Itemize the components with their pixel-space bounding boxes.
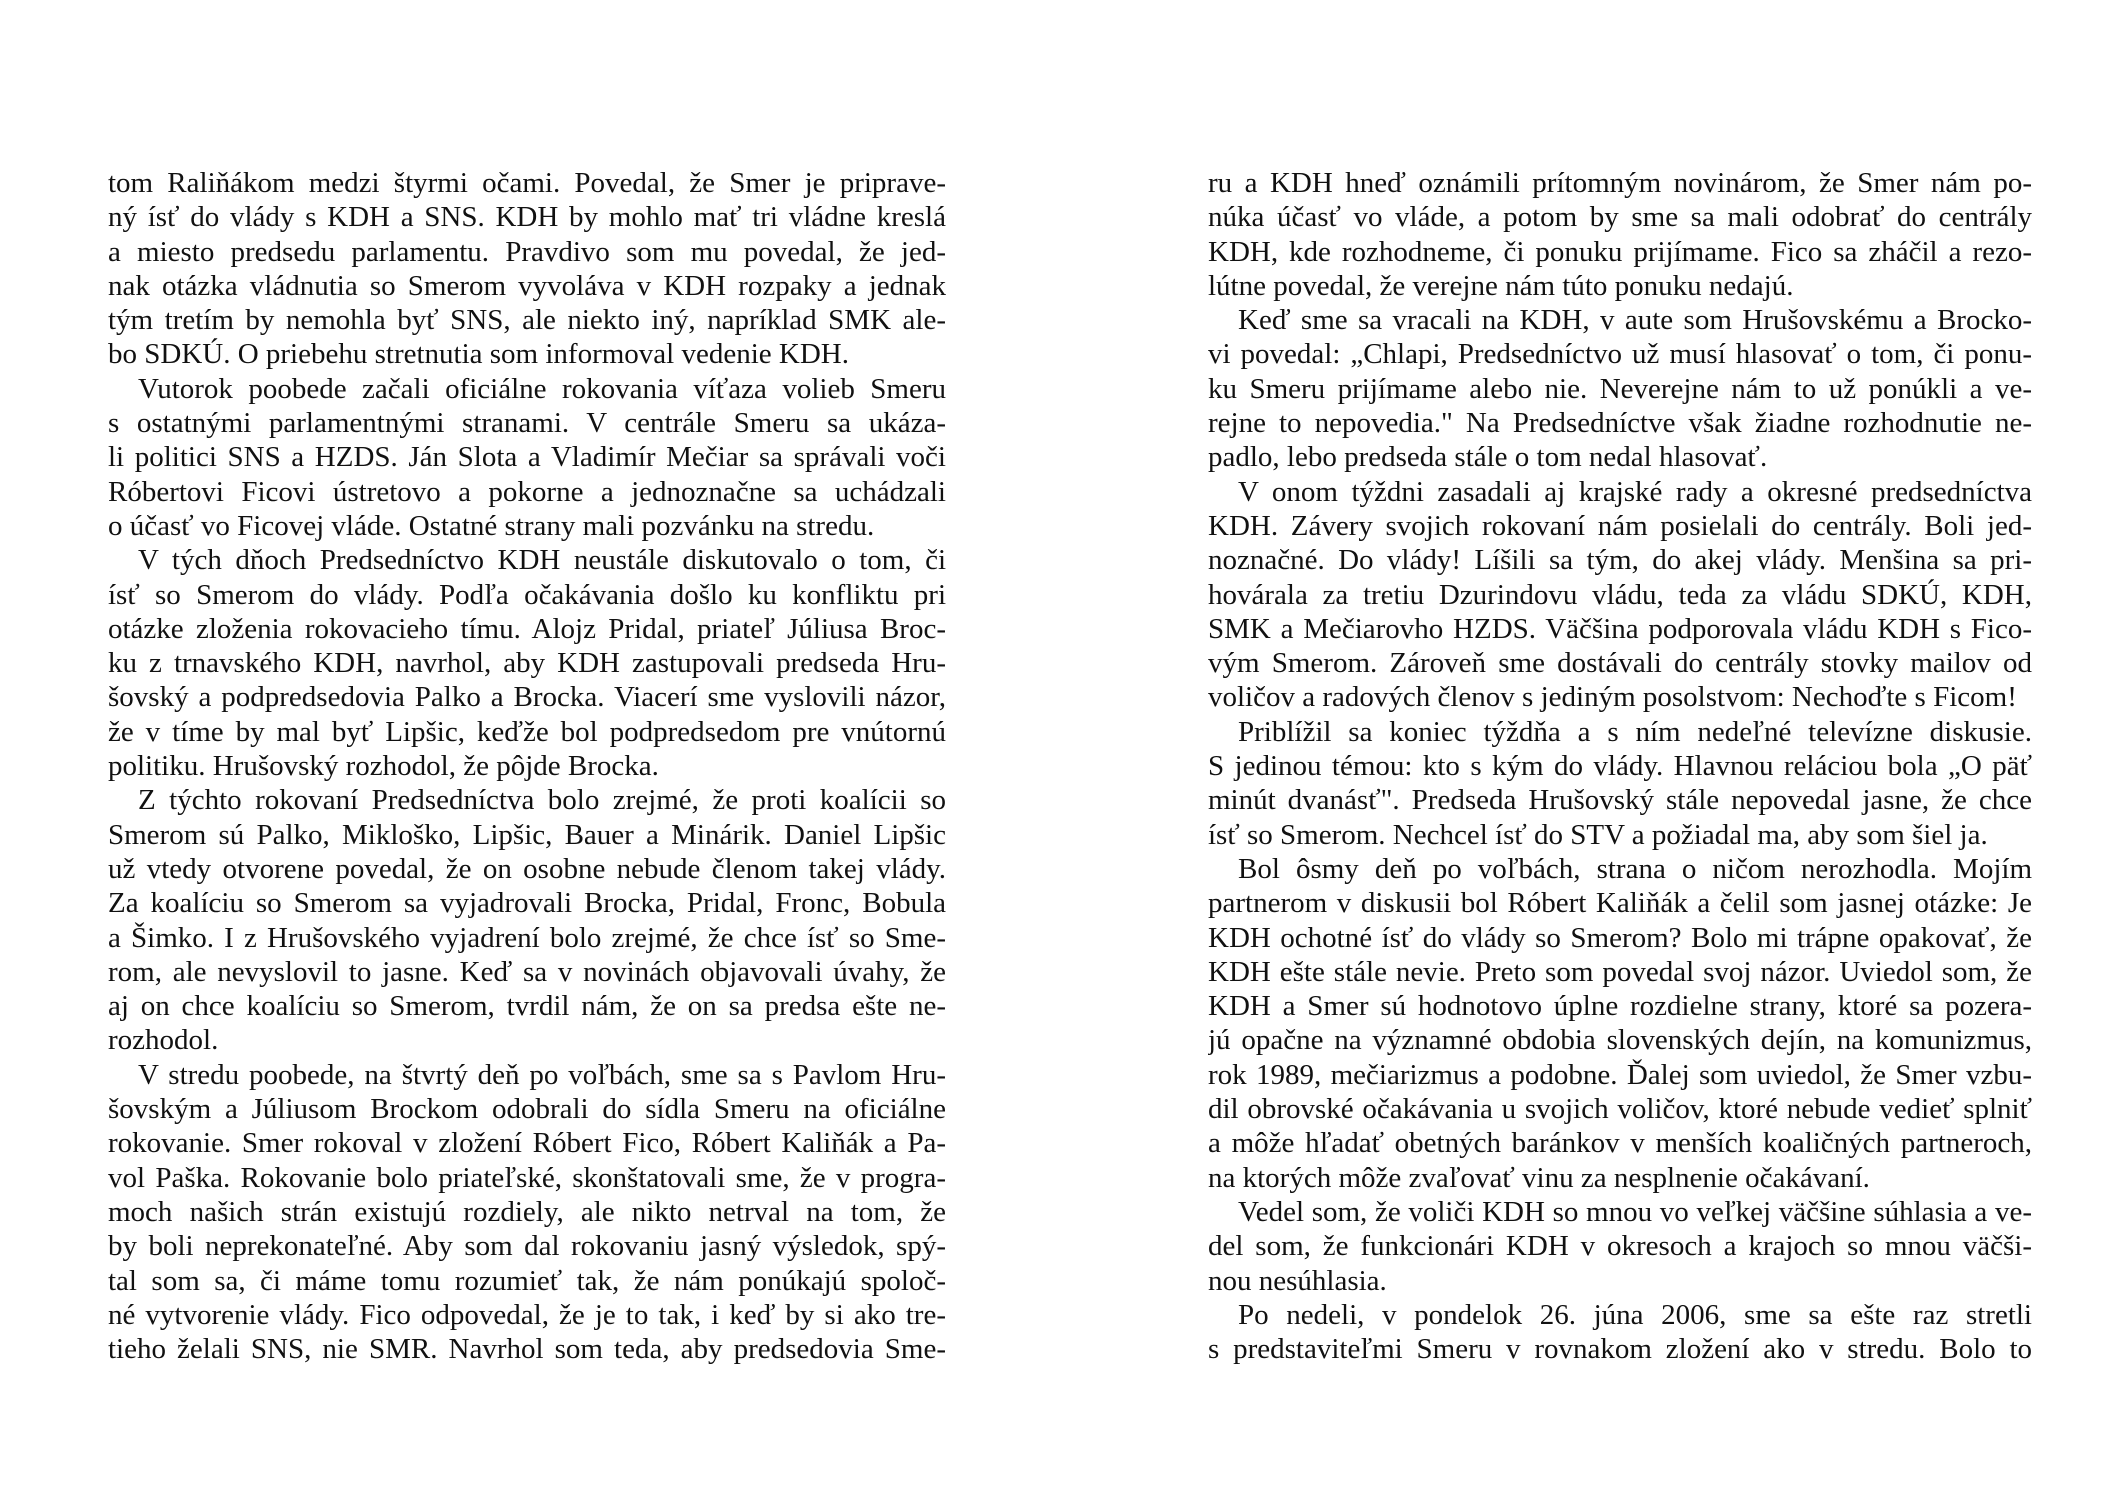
text-line: tal som sa, či máme tomu rozumieť tak, že nám ponúkajú spoloč- <box>108 1264 946 1297</box>
text-line: Za koalíciu so Smerom sa vyjadrovali Brocka, Pridal, Fronc, Bobula <box>108 887 946 920</box>
text-line: Vutorok poobede začali oficiálne rokovania víťaza volieb Smeru <box>138 372 946 405</box>
text-line: Smerom sú Palko, Mikloško, Lipšic, Bauer a Minárik. Daniel Lipšic <box>108 818 946 851</box>
text-line: hovárala za tretiu Dzurindovu vládu, teda za vládu SDKÚ, KDH, <box>1208 578 2032 611</box>
text-line: li politici SNS a HZDS. Ján Slota a Vladimír Mečiar sa správali voči <box>108 441 946 474</box>
text-line: bo SDKÚ. O priebehu stretnutia som informoval vedenie KDH. <box>108 338 849 371</box>
text-line: aj on chce koalíciu so Smerom, tvrdil nám, že on sa predsa ešte ne- <box>108 990 946 1023</box>
text-line: otázke zloženia rokovacieho tímu. Alojz Pridal, priateľ Júliusa Broc- <box>108 612 946 645</box>
text-line: vým Smerom. Zároveň sme dostávali do centrály stovky mailov od <box>1208 647 2032 680</box>
text-line: minút dvanásť". Predseda Hrušovský stále nepovedal jasne, že chce <box>1208 784 2032 817</box>
text-line: V tých dňoch Predsedníctvo KDH neustále diskutovalo o tom, či <box>138 544 946 577</box>
text-line: s predstaviteľmi Smeru v rovnakom zložení ako v stredu. Bolo to <box>1208 1333 2032 1366</box>
text-line: núka účasť vo vláde, a potom by sme sa mali odobrať do centrály <box>1208 201 2032 234</box>
text-line: šovský a podpredsedovia Palko a Brocka. Viacerí sme vyslovili názor, <box>108 681 946 714</box>
right-page <box>1208 166 2032 1366</box>
text-line: né vytvorenie vlády. Fico odpovedal, že je to tak, i keď by si ako tre- <box>108 1298 946 1331</box>
text-line: SMK a Mečiarovho HZDS. Väčšina podporovala vládu KDH s Fico- <box>1208 612 2032 645</box>
text-line: KDH. Závery svojich rokovaní nám posielali do centrály. Boli jed- <box>1208 509 2032 542</box>
text-line: tom Raliňákom medzi štyrmi očami. Povedal, že Smer je priprave- <box>108 167 946 199</box>
text-line: ísť so Smerom do vlády. Podľa očakávania došlo ku konfliktu pri <box>108 578 946 611</box>
text-line: moch našich strán existujú rozdiely, ale nikto netrval na tom, že <box>108 1195 946 1228</box>
text-line: Róbertovi Ficovi ústretovo a pokorne a jednoznačne sa uchádzali <box>108 475 946 508</box>
text-line: Z týchto rokovaní Predsedníctva bolo zrejmé, že proti koalícii so <box>138 784 946 817</box>
text-line: KDH ešte stále nevie. Preto som povedal svoj názor. Uviedol som, že <box>1208 955 2032 988</box>
text-line: lútne povedal, že verejne nám túto ponuku nedajú. <box>1208 269 1794 302</box>
text-line: KDH ochotné ísť do vlády so Smerom? Bolo mi trápne opakovať, že <box>1208 921 2032 954</box>
text-line: nak otázka vládnutia so Smerom vyvoláva v KDH rozpaky a jednak <box>108 269 946 302</box>
text-line: V stredu poobede, na štvrtý deň po voľbách, sme sa s Pavlom Hru- <box>138 1058 946 1091</box>
text-line: na ktorých môže zvaľovať vinu za nesplnenie očakávaní. <box>1208 1161 1870 1194</box>
text-line: by boli neprekonateľné. Aby som dal rokovaniu jasný výsledok, spý- <box>108 1230 946 1263</box>
text-line: voličov a radových členov s jediným posolstvom: Nechoďte s Ficom! <box>1208 681 2017 714</box>
text-line: rokovanie. Smer rokoval v zložení Róbert Fico, Róbert Kaliňák a Pa- <box>108 1127 946 1160</box>
text-line: ísť so Smerom. Nechcel ísť do STV a požiadal ma, aby som šiel ja. <box>1208 818 1988 851</box>
text-line: nou nesúhlasia. <box>1208 1264 1387 1297</box>
text-line: Po nedeli, v pondelok 26. júna 2006, sme sa ešte raz stretli <box>1238 1298 2032 1331</box>
text-line: partnerom v diskusii bol Róbert Kaliňák a čelil som jasnej otázke: Je <box>1208 887 2032 920</box>
text-line: s ostatnými parlamentnými stranami. V centrále Smeru sa ukáza- <box>108 407 946 440</box>
text-line: že v tíme by mal byť Lipšic, keďže bol podpredsedom pre vnútornú <box>108 715 946 748</box>
text-line: o účasť vo Ficovej vláde. Ostatné strany mali pozvánku na stredu. <box>108 509 875 542</box>
text-line: Priblížil sa koniec týždňa a s ním nedeľné televízne diskusie. <box>1238 715 2032 748</box>
text-line: tieho želali SNS, nie SMR. Navrhol som teda, aby predsedovia Sme- <box>108 1333 946 1366</box>
text-line: rozhodol. <box>108 1024 219 1057</box>
text-line: noznačné. Do vlády! Líšili sa tým, do akej vlády. Menšina sa pri- <box>1208 544 2032 577</box>
text-line: ný ísť do vlády s KDH a SNS. KDH by mohlo mať tri vládne kreslá <box>108 201 946 234</box>
text-line: Bol ôsmy deň po voľbách, strana o ničom nerozhodla. Mojím <box>1238 852 2032 885</box>
text-line: ru a KDH hneď oznámili prítomným novinárom, že Smer nám po- <box>1208 167 2032 199</box>
text-line: tým tretím by nemohla byť SNS, ale niekto iný, napríklad SMK ale- <box>108 304 946 337</box>
text-line: vol Paška. Rokovanie bolo priateľské, skonštatovali sme, že v progra- <box>108 1161 946 1194</box>
text-line: dil obrovské očakávania u svojich voličov, ktoré nebude vedieť splniť <box>1208 1093 2032 1126</box>
text-line: Keď sme sa vracali na KDH, v aute som Hrušovskému a Brocko- <box>1238 304 2032 337</box>
text-line: rom, ale nevyslovil to jasne. Keď sa v novinách objavovali úvahy, že <box>108 955 946 988</box>
text-line: rok 1989, mečiarizmus a podobne. Ďalej som uviedol, že Smer vzbu- <box>1208 1058 2032 1091</box>
text-line: padlo, lebo predseda stále o tom nedal hlasovať. <box>1208 441 1768 474</box>
text-line: V onom týždni zasadali aj krajské rady a okresné predsedníctva <box>1238 475 2032 508</box>
text-line: už vtedy otvorene povedal, že on osobne nebude členom takej vlády. <box>108 852 946 885</box>
text-line: šovským a Júliusom Brockom odobrali do sídla Smeru na oficiálne <box>108 1093 946 1126</box>
text-line: Vedel som, že voliči KDH so mnou vo veľkej väčšine súhlasia a ve- <box>1238 1195 2032 1228</box>
text-line: rejne to nepovedia." Na Predsedníctve však žiadne rozhodnutie ne- <box>1208 407 2032 440</box>
text-line: KDH, kde rozhodneme, či ponuku prijímame. Fico sa zháčil a rezo- <box>1208 235 2032 268</box>
text-line: S jedinou témou: kto s kým do vlády. Hlavnou reláciou bola „O päť <box>1208 750 2032 783</box>
text-line: ku Smeru prijímame alebo nie. Neverejne nám to už ponúkli a ve- <box>1208 372 2032 405</box>
text-line: del som, že funkcionári KDH v okresoch a krajoch so mnou väčši- <box>1208 1230 2032 1263</box>
text-line: a môže hľadať obetných baránkov v menších koaličných partneroch, <box>1208 1127 2032 1160</box>
text-line: ku z trnavského KDH, navrhol, aby KDH zastupovali predseda Hru- <box>108 647 946 680</box>
text-line: vi povedal: „Chlapi, Predsedníctvo už musí hlasovať o tom, či ponu- <box>1208 338 2032 371</box>
text-line: jú opačne na významné obdobia slovenských dejín, na komunizmus, <box>1208 1024 2032 1057</box>
text-line: a Šimko. I z Hrušovského vyjadrení bolo zrejmé, že chce ísť so Sme- <box>108 921 946 954</box>
text-line: KDH a Smer sú hodnotovo úplne rozdielne strany, ktoré sa pozera- <box>1208 990 2032 1023</box>
text-line: politiku. Hrušovský rozhodol, že pôjde Brocka. <box>108 750 659 783</box>
text-line: a miesto predsedu parlamentu. Pravdivo som mu povedal, že jed- <box>108 235 946 268</box>
left-page <box>108 166 946 1366</box>
